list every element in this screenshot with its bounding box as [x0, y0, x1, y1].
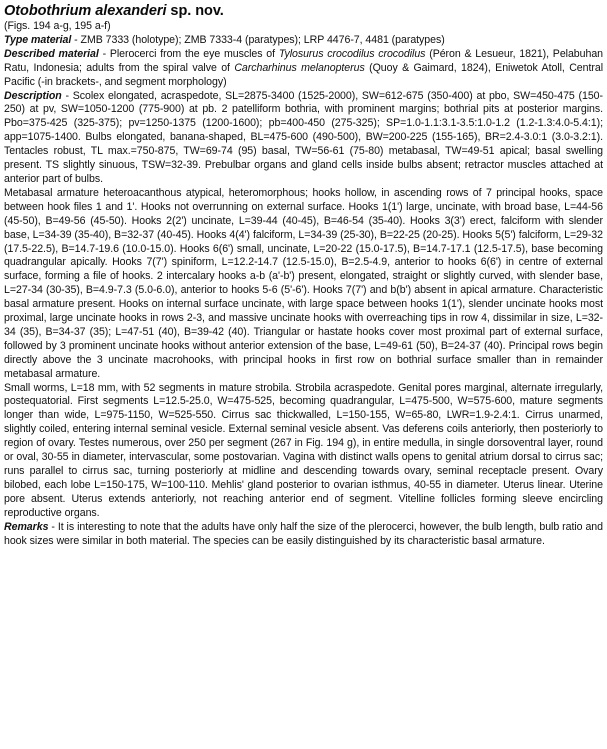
remarks-label: Remarks: [4, 520, 49, 533]
remarks-section: [4, 521, 603, 549]
description-label: Description: [4, 89, 62, 102]
described-material-label: Described material: [4, 47, 99, 60]
remarks-text: - It is interesting to note that the adults have only half the size of the plerocerci, however, the bulb length, bulb ratio and hook sizes were similar in both material. The species can be easily distinguished by its characteristic basal armature.: [4, 520, 603, 547]
type-material-text: - ZMB 7333 (holotype); ZMB 7333-4 (paratypes); LRP 4476-7, 4481 (paratypes): [71, 33, 445, 46]
type-material-label: Type material: [4, 33, 72, 46]
type-material-section: [4, 34, 603, 48]
described-material-text: (Quoy & Gaimard, 1824), Eniwetok Atoll, Central Pacific (-in brackets-, and segment morphology): [4, 61, 604, 88]
described-material-section: [4, 48, 603, 90]
description-text: - Scolex elongated, acraspedote, SL=2875-3400 (1525-2000), SW=612-675 (350-400) at pbo, SW=450-475 (150-250) at pv, SW=1050-1200 (775-900) at pb. 2 patelliform bothria, with prominent margins; bothrial pits at posterior margins. Pbo=375-425 (325-375); pv=1250-1375 (1200-1600); pb=400-450 (275-325); SP=1.0-1.1:3.1-3.5:1.0-1.2 (1.2-1.3:4.0-5.4:1); app=1075-1400. Bulbs elongated, banana-shaped, BL=475-600 (490-500), BW=200-225 (155-165), BR=2.4-3.0:1 (3.0-3.2:1). Tentacles robust, TL max.=750-875, TW=69-74 (95) basal, TW=56-61 (75-80) metabasal, TW=49-51 apical; basal swelling present. TS slightly sinuous, TSW=32-39. Prebulbar organs and gland cells inside bulbs absent; retractor muscles attached at anterior part of bulbs.: [4, 89, 603, 185]
figure-reference: (Figs. 194 a-g, 195 a-f): [4, 20, 111, 32]
host-name-2: Carcharhinus melanopterus: [234, 61, 365, 74]
description-section: [4, 90, 603, 187]
segments-paragraph: Small worms, L=18 mm, with 52 segments in mature strobila. Strobila acraspedote. Genital pores marginal, alternate irregularly, postequatorial. First segments L=12.5-25.0, W=475-525, becoming quadrangular, L=475-500, W=575-600, mature segments longer than wide, L=975-1150, W=525-550. Cirrus sac thickwalled, L=150-155, W=65-80, LWR=1.9-2.4:1. Cirrus unarmed, slightly coiled, entering internal seminal vesicle. External seminal vesicle absent. Vas deferens coils anteriorly, then posteriorly to region of ovary. Testes numerous, over 250 per segment (267 in Fig. 194 g), in entire medulla, in single dorsoventral layer, round or oval, 30-55 in diameter, intervascular, some postovarian. Vagina with distinct walls opens to genital atrium dorsal to cirrus sac; runs parallel to cirrus sac, turning posteriorly at midline and descending towards ovary, seminal receptacle present. Ovary bilobed, each lobe L=150-175, W=100-110. Mehlis' gland posterior to ovarian isthmus, 40-55 in diameter. Uterus linear. Uterine pore absent. Uterus extends anteriorly, not reaching anterior end of segment. Vitelline follicles forming sleeve encircling reproductive organs.: [4, 381, 603, 519]
armature-paragraph: Metabasal armature heteroacanthous atypical, heteromorphous; hooks hollow, in ascending rows of 7 principal hooks, space between hook files 1 and 1'. Hooks not overrunning on external surface. Hooks 1(1') large, uncinate, with broad base, L=44-56 (45-50), B=49-56 (45-50). Hooks 2(2') uncinate, L=39-44 (40-45), B=46-54 (35-40). Hooks 3(3') erect, falciform with slender base, L=34-39 (35-40), B=32-37 (40-45). Hooks 4(4') falciform, L=34-39 (25-30), B=22-25 (20-25). Hooks 5(5') falciform, L=29-32 (17.5-22.5), B=14.7-19.6 (10.0-15.0). Hooks 6(6') small, uncinate, L=20-22 (15.0-17.5), B=14.7-17.1 (12.5-17.5), base becoming quadrangular apically. Hooks 7(7') spiniform, L=12.2-14.7 (12.5-15.0), B=2.5-4.9, anterior to hooks 6(6') in centre of external surface, forming a file of hooks. 2 intercalary hooks a-b (a'-b') present, elongated, straight or slightly curved, with slender base, L=27-34 (30-35), B=4.9-7.3 (5.0-6.0), anterior to hooks 5-6 (5'-6'). Hooks 7(7') and b(b') absent in apical armature. Characteristic basal armature present. Hooks on internal surface uncinate, with large space between hooks 1(1'), slender uncinate hooks most proximal, large uncinate hooks in rows 2-3, and massive uncinate hooks with overreaching tips in row 4, dissimilar in size, L=32-34 (35), B=34-37 (35); L=47-51 (40), B=39-42 (40). Triangular or hastate hooks cover most proximal part of external surface, followed by 3 prominent uncinate hooks without anterior extension of the base, L=49-61 (50), B=24-37 (40). Principal rows begin directly above the 3 uncinate macrohooks, with principal hooks in first row on bothrial surface smaller than in remainder metabasal armature.: [4, 186, 603, 380]
described-material-text: - Plerocerci from the eye muscles of: [98, 47, 279, 60]
species-suffix: sp. nov.: [166, 3, 224, 19]
species-name: Otobothrium alexanderi: [4, 3, 167, 19]
species-title: [4, 2, 603, 20]
described-material-text: (Péron & Lesueur, 1821), Pelabuhan Ratu, Indonesia; adults from the spiral valve of: [4, 47, 604, 74]
host-name-1: Tylosurus crocodilus crocodilus: [278, 47, 426, 60]
